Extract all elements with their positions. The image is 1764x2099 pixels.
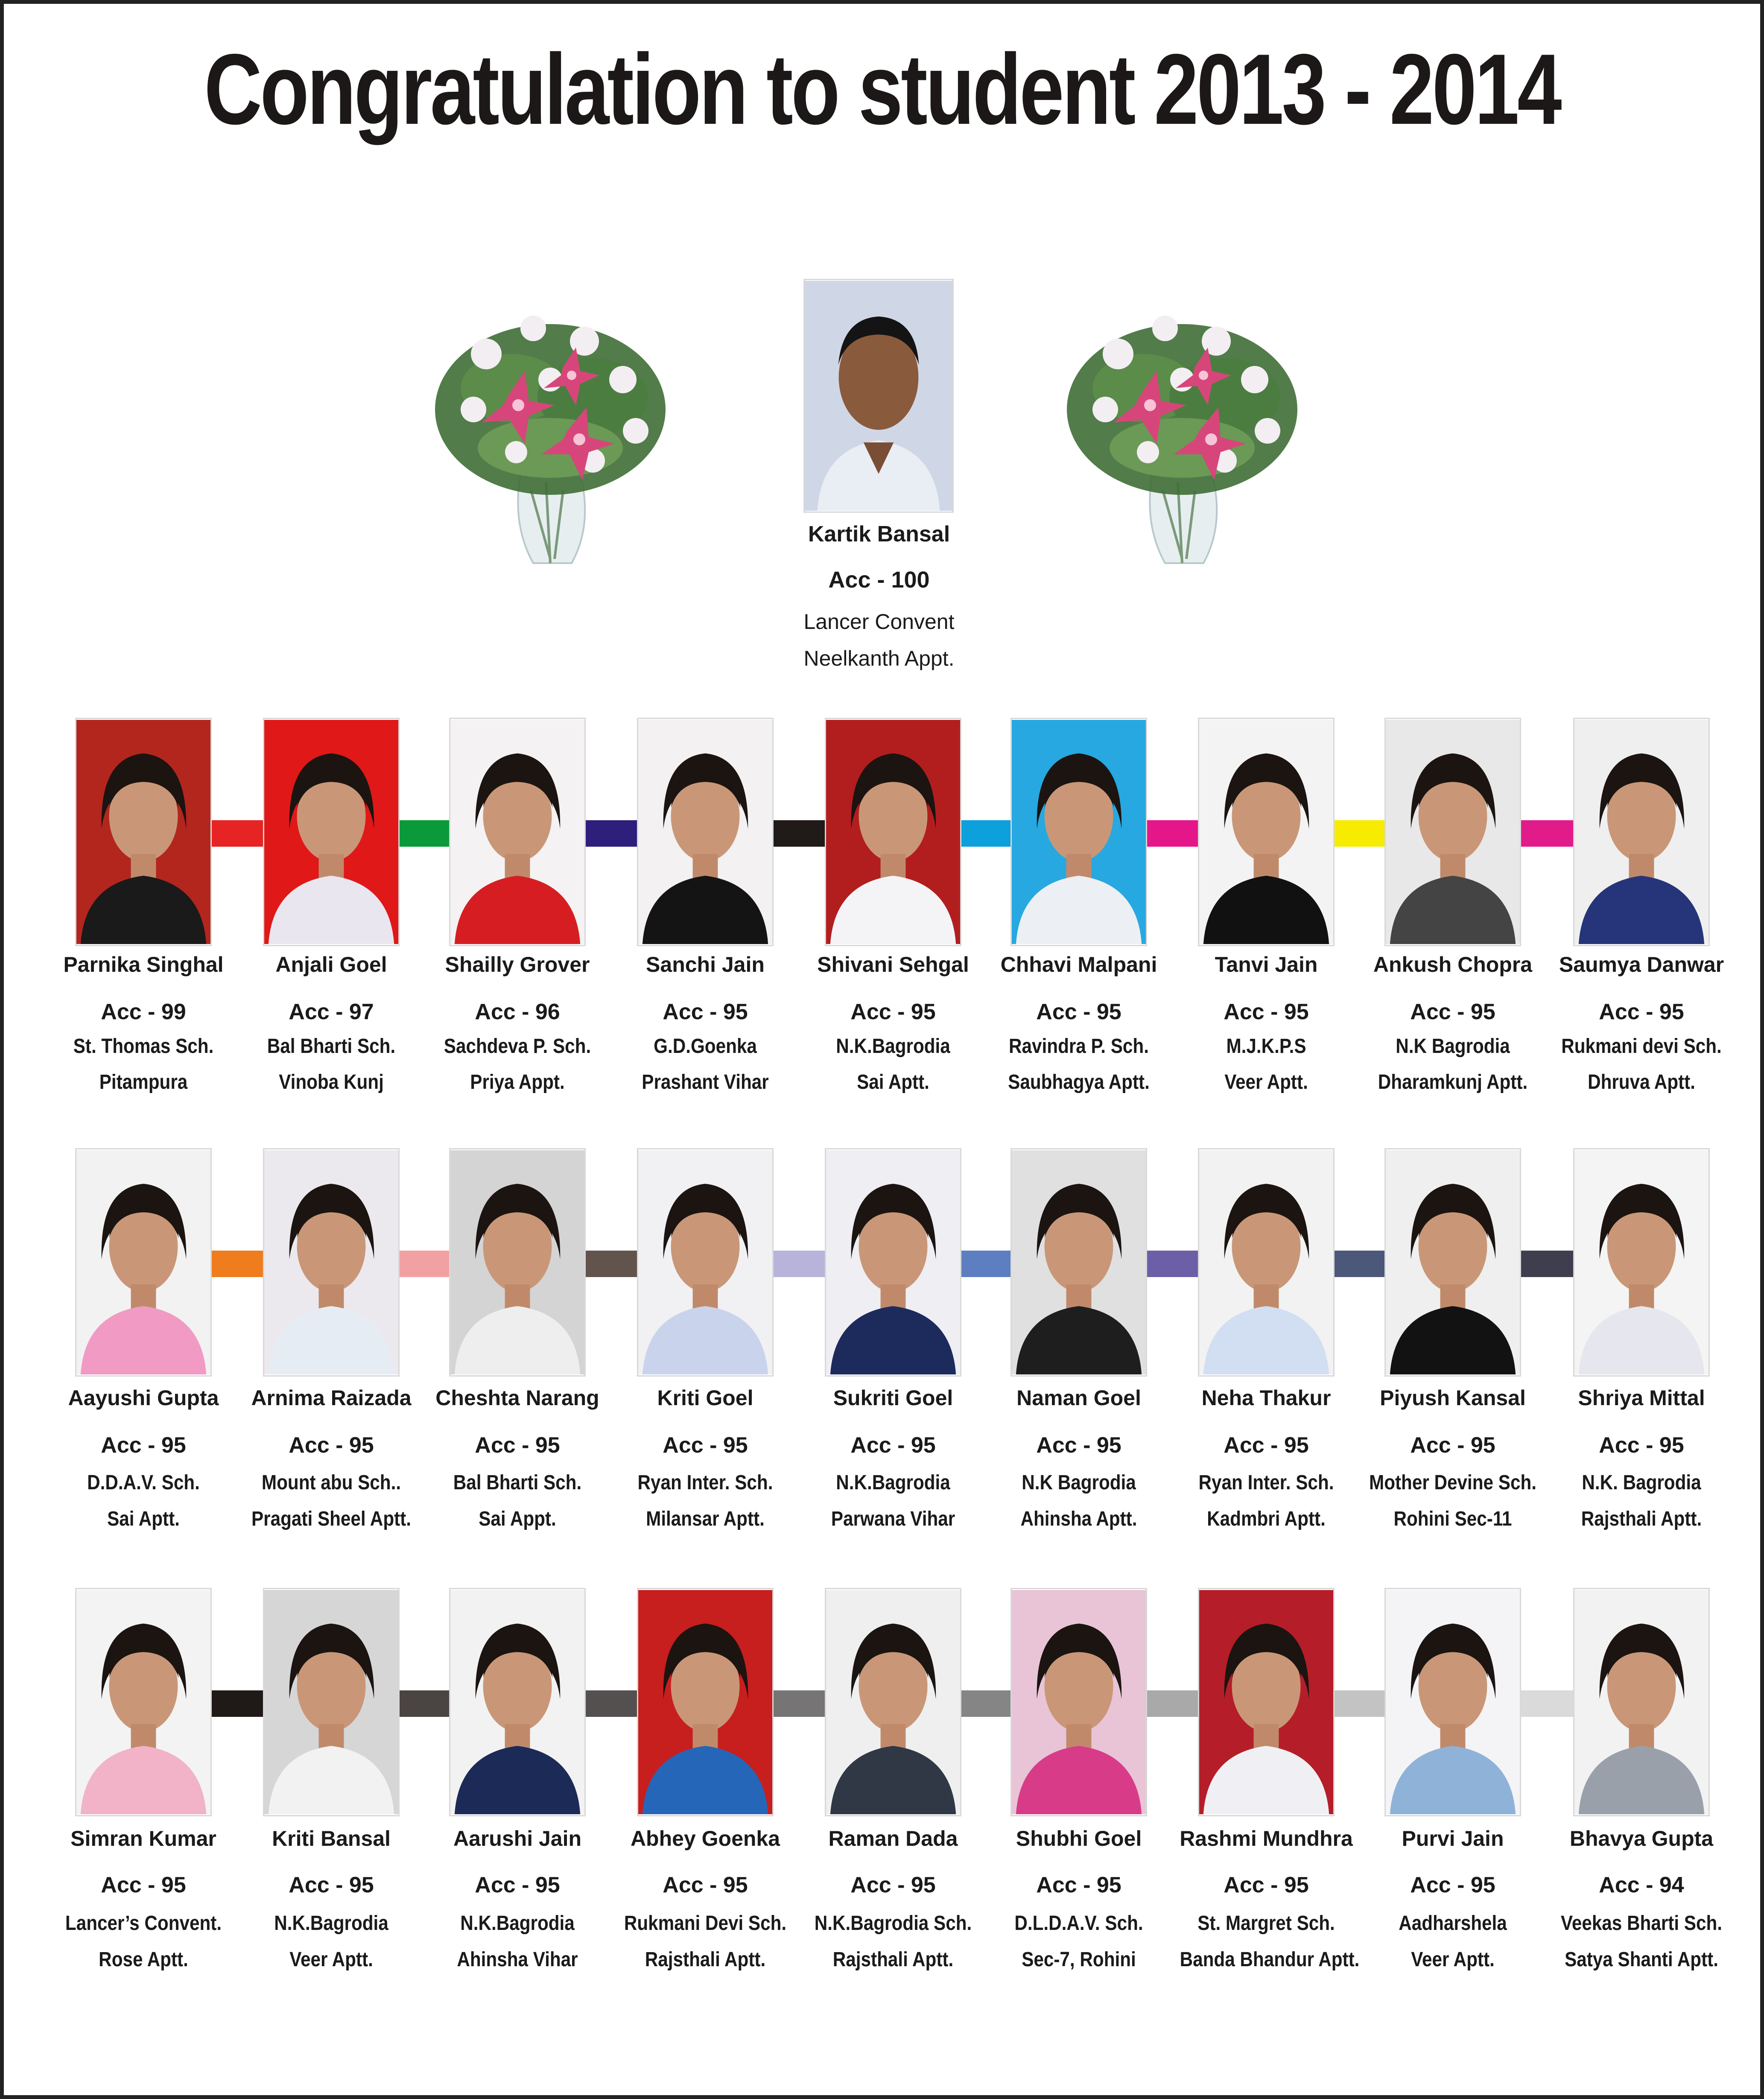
student-locality: Rohini Sec-11 <box>1393 1508 1512 1530</box>
connector-bar <box>1521 1690 1573 1717</box>
student-photo <box>637 718 774 946</box>
student-locality: Sai Appt. <box>479 1508 556 1530</box>
student-school: N.K. Bagrodia <box>1582 1471 1701 1494</box>
student-school: N.K.Bagrodia Sch. <box>814 1912 972 1935</box>
student-photo <box>1011 718 1147 946</box>
student-photo <box>449 718 586 946</box>
student-photo <box>825 1588 961 1816</box>
student-photo <box>449 1588 586 1816</box>
student-locality: Rose Aptt. <box>99 1948 188 1971</box>
connector-bar <box>774 820 825 847</box>
student-score: Acc - 95 <box>663 1000 748 1024</box>
student-school: D.L.D.A.V. Sch. <box>1014 1912 1143 1935</box>
student-locality: Sec-7, Rohini <box>1022 1948 1136 1971</box>
student-score: Acc - 95 <box>289 1433 374 1458</box>
connector-bar <box>774 1251 825 1277</box>
student-score: Acc - 95 <box>1599 1000 1684 1024</box>
flower-bouquet-left <box>422 269 678 576</box>
connector-bar <box>1335 1690 1384 1717</box>
top-student-name: Kartik Bansal <box>808 522 950 547</box>
student-locality: Dharamkunj Aptt. <box>1378 1071 1528 1093</box>
student-school: St. Margret Sch. <box>1197 1912 1335 1935</box>
student-score: Acc - 95 <box>475 1873 560 1897</box>
student-school: N.K.Bagrodia <box>460 1912 575 1935</box>
student-photo <box>825 1148 961 1377</box>
student-name: Arnima Raizada <box>251 1386 412 1410</box>
student-score: Acc - 95 <box>1036 1873 1121 1897</box>
student-name: Sukriti Goel <box>833 1386 953 1410</box>
student-school: N.K Bagrodia <box>1022 1471 1136 1494</box>
student-photo <box>825 718 961 946</box>
connector-bar <box>961 820 1011 847</box>
student-photo <box>1011 1148 1147 1377</box>
student-school: Aadharshela <box>1399 1912 1507 1935</box>
student-school: Ravindra P. Sch. <box>1009 1035 1149 1058</box>
student-name: Saumya Danwar <box>1559 953 1724 976</box>
student-name: Parnika Singhal <box>63 953 224 976</box>
connector-bar <box>212 1690 263 1717</box>
student-school: St. Thomas Sch. <box>73 1035 214 1058</box>
student-school: M.J.K.P.S <box>1226 1035 1306 1058</box>
student-score: Acc - 95 <box>101 1873 186 1897</box>
student-score: Acc - 95 <box>663 1433 748 1458</box>
top-student-school: Lancer Convent <box>803 610 955 634</box>
connector-bar <box>1335 1251 1384 1277</box>
student-name: Shivani Sehgal <box>817 953 969 976</box>
student-school: Sachdeva P. Sch. <box>444 1035 591 1058</box>
student-score: Acc - 95 <box>1036 1433 1121 1458</box>
student-score: Acc - 96 <box>475 1000 560 1024</box>
connector-bar <box>1147 820 1198 847</box>
connector-bar <box>1147 1690 1198 1717</box>
student-name: Cheshta Narang <box>435 1386 599 1410</box>
student-score: Acc - 95 <box>1410 1433 1495 1458</box>
student-locality: Vinoba Kunj <box>279 1071 384 1093</box>
student-photo <box>1573 718 1710 946</box>
student-school: G.D.Goenka <box>654 1035 757 1058</box>
student-locality: Banda Bhandur Aptt. <box>1180 1948 1360 1971</box>
student-locality: Rajsthali Aptt. <box>1581 1508 1702 1530</box>
student-score: Acc - 95 <box>101 1433 186 1458</box>
student-score: Acc - 95 <box>1224 1873 1309 1897</box>
student-score: Acc - 95 <box>1410 1873 1495 1897</box>
student-photo <box>1573 1148 1710 1377</box>
student-school: Ryan Inter. Sch. <box>637 1471 773 1494</box>
student-name: Sanchi Jain <box>646 953 765 976</box>
student-score: Acc - 97 <box>289 1000 374 1024</box>
student-school: N.K Bagrodia <box>1396 1035 1510 1058</box>
page-title: Congratulation to student 2013 - 2014 <box>204 33 1560 145</box>
student-locality: Rajsthali Aptt. <box>832 1948 954 1971</box>
connector-bar <box>400 1690 449 1717</box>
student-name: Anjali Goel <box>275 953 387 976</box>
student-photo <box>1198 718 1335 946</box>
student-school: Bal Bharti Sch. <box>453 1471 582 1494</box>
student-locality: Satya Shanti Aptt. <box>1565 1948 1718 1971</box>
student-school: Mother Devine Sch. <box>1369 1471 1536 1494</box>
connector-bar <box>212 820 263 847</box>
student-score: Acc - 95 <box>1036 1000 1121 1024</box>
student-name: Aayushi Gupta <box>68 1386 219 1410</box>
student-name: Tanvi Jain <box>1215 953 1318 976</box>
student-name: Shriya Mittal <box>1578 1386 1705 1410</box>
student-locality: Sai Aptt. <box>857 1071 929 1093</box>
student-photo <box>263 1588 400 1816</box>
connector-bar <box>586 1251 637 1277</box>
student-locality: Sai Aptt. <box>107 1508 180 1530</box>
student-score: Acc - 95 <box>1224 1000 1309 1024</box>
student-locality: Veer Aptt. <box>1224 1071 1308 1093</box>
flower-bouquet-right <box>1054 269 1310 576</box>
connector-bar <box>212 1251 263 1277</box>
student-locality: Veer Aptt. <box>1411 1948 1495 1971</box>
connector-bar <box>400 820 449 847</box>
student-name: Aarushi Jain <box>453 1827 582 1851</box>
connector-bar <box>961 1690 1011 1717</box>
connector-bar <box>1521 1251 1573 1277</box>
student-school: N.K.Bagrodia <box>274 1912 388 1935</box>
student-photo <box>263 1148 400 1377</box>
top-student-locality: Neelkanth Appt. <box>803 646 955 670</box>
student-photo <box>637 1588 774 1816</box>
student-name: Abhey Goenka <box>630 1827 780 1851</box>
student-score: Acc - 94 <box>1599 1873 1684 1897</box>
connector-bar <box>961 1251 1011 1277</box>
student-locality: Pragati Sheel Aptt. <box>251 1508 411 1530</box>
student-school: N.K.Bagrodia <box>836 1035 950 1058</box>
student-locality: Ahinsha Vihar <box>457 1948 578 1971</box>
student-school: N.K.Bagrodia <box>836 1471 950 1494</box>
connector-bar <box>586 820 637 847</box>
connector-bar <box>1521 820 1573 847</box>
student-name: Simran Kumar <box>70 1827 216 1851</box>
student-locality: Dhruva Aptt. <box>1588 1071 1695 1093</box>
connector-bar <box>1147 1251 1198 1277</box>
student-name: Bhavya Gupta <box>1569 1827 1714 1851</box>
student-name: Neha Thakur <box>1201 1386 1331 1410</box>
student-locality: Milansar Aptt. <box>646 1508 765 1530</box>
student-locality: Rajsthali Aptt. <box>645 1948 766 1971</box>
student-name: Shailly Grover <box>445 953 590 976</box>
student-school: Rukmani devi Sch. <box>1561 1035 1722 1058</box>
student-score: Acc - 95 <box>289 1873 374 1897</box>
student-name: Kriti Bansal <box>272 1827 391 1851</box>
student-photo <box>1384 1588 1521 1816</box>
student-score: Acc - 95 <box>850 1000 936 1024</box>
student-name: Kriti Goel <box>657 1386 753 1410</box>
student-name: Purvi Jain <box>1402 1827 1504 1851</box>
student-school: Rukmani Devi Sch. <box>624 1912 787 1935</box>
connector-bar <box>400 1251 449 1277</box>
student-school: Lancer’s Convent. <box>65 1912 222 1935</box>
student-score: Acc - 95 <box>1224 1433 1309 1458</box>
student-photo <box>449 1148 586 1377</box>
student-name: Rashmi Mundhra <box>1180 1827 1353 1851</box>
student-locality: Pitampura <box>99 1071 188 1093</box>
student-score: Acc - 95 <box>850 1873 936 1897</box>
student-score: Acc - 95 <box>475 1433 560 1458</box>
student-name: Raman Dada <box>828 1827 958 1851</box>
student-school: Bal Bharti Sch. <box>267 1035 396 1058</box>
student-locality: Saubhagya Aptt. <box>1008 1071 1150 1093</box>
student-locality: Prashant Vihar <box>642 1071 769 1093</box>
student-photo <box>1198 1588 1335 1816</box>
student-photo <box>75 1148 212 1377</box>
student-score: Acc - 95 <box>1410 1000 1495 1024</box>
connector-bar <box>1335 820 1384 847</box>
student-photo <box>1573 1588 1710 1816</box>
student-locality: Ahinsha Aptt. <box>1020 1508 1137 1530</box>
top-student-score: Acc - 100 <box>828 567 930 593</box>
student-score: Acc - 95 <box>663 1873 748 1897</box>
student-photo <box>1198 1148 1335 1377</box>
student-locality: Kadmbri Aptt. <box>1207 1508 1326 1530</box>
student-locality: Veer Aptt. <box>289 1948 373 1971</box>
student-name: Ankush Chopra <box>1373 953 1533 976</box>
student-school: Mount abu Sch.. <box>261 1471 401 1494</box>
student-photo <box>1011 1588 1147 1816</box>
connector-bar <box>586 1690 637 1717</box>
top-student-photo <box>803 279 954 513</box>
student-photo <box>263 718 400 946</box>
student-name: Shubhi Goel <box>1016 1827 1142 1851</box>
student-photo <box>75 718 212 946</box>
student-photo <box>75 1588 212 1816</box>
student-school: Veekas Bharti Sch. <box>1560 1912 1723 1935</box>
student-score: Acc - 95 <box>1599 1433 1684 1458</box>
student-locality: Parwana Vihar <box>831 1508 955 1530</box>
student-name: Piyush Kansal <box>1380 1386 1526 1410</box>
student-photo <box>637 1148 774 1377</box>
student-score: Acc - 99 <box>101 1000 186 1024</box>
student-photo <box>1384 1148 1521 1377</box>
student-name: Chhavi Malpani <box>1000 953 1157 976</box>
connector-bar <box>774 1690 825 1717</box>
student-score: Acc - 95 <box>850 1433 936 1458</box>
student-school: Ryan Inter. Sch. <box>1198 1471 1334 1494</box>
student-locality: Priya Appt. <box>470 1071 565 1093</box>
student-photo <box>1384 718 1521 946</box>
student-name: Naman Goel <box>1016 1386 1141 1410</box>
student-school: D.D.A.V. Sch. <box>87 1471 200 1494</box>
